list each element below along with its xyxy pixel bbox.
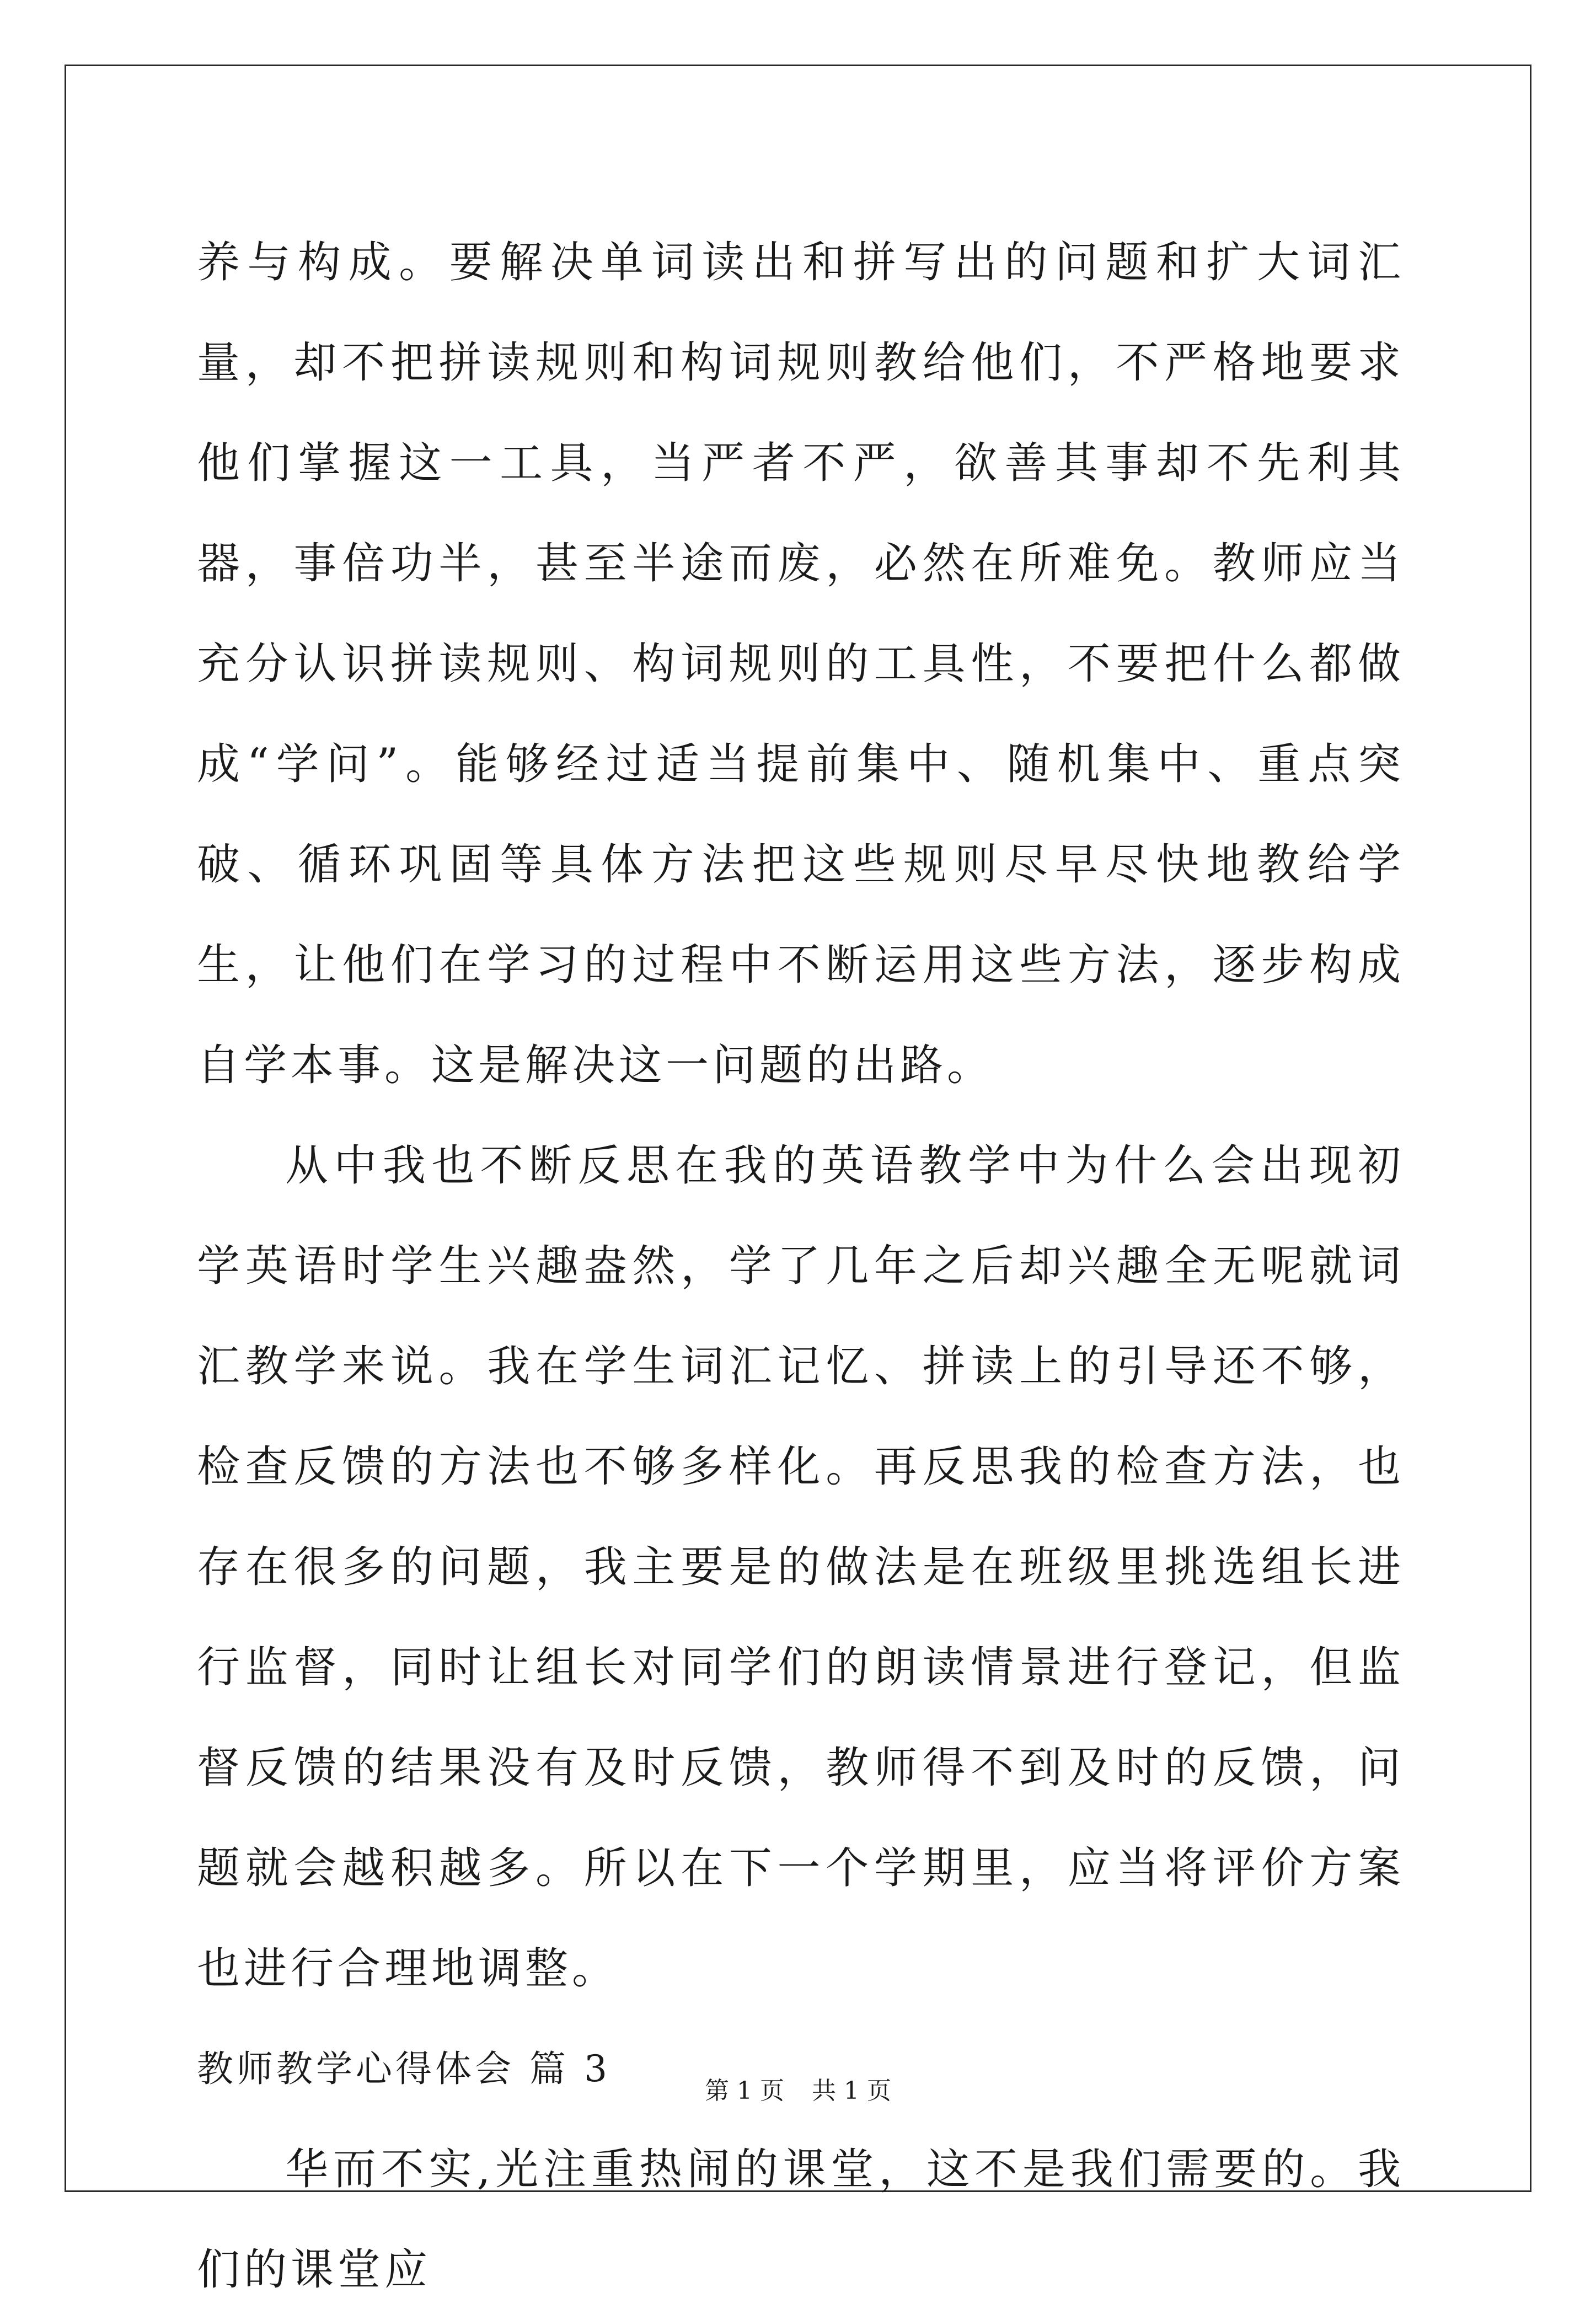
paragraph-3: 华而不实,光注重热闹的课堂，这不是我们需要的。我们的课堂应 <box>197 2145 1405 2295</box>
section-heading: 教师教学心得体会 篇 3 <box>197 2048 610 2090</box>
paragraph-2: 从中我也不断反思在我的英语教学中为什么会出现初学英语时学生兴趣盎然，学了几年之后却兴趣全无呢就词汇教学来说。我在学生词汇记忆、拼读上的引导还不够，检查反馈的方法也不够多样化。再反思我的检查方法，也存在很多的问题，我主要是的做法是在班级里挑选组长进行监督，同时让组长对同学们的朗读情景进行登记，但监督反馈的结果没有及时反馈，教师得不到及时的反馈，问题就会越积越多。所以在下一个学期里，应当将评价方案也进行合理地调整。 <box>197 1141 1405 1994</box>
page-footer <box>0 2071 1596 2106</box>
total-pages: 共 1 页 <box>812 2077 891 2105</box>
paragraph-1: 养与构成。要解决单词读出和拼写出的问题和扩大词汇量，却不把拼读规则和构词规则教给他们，不严格地要求他们掌握这一工具，当严者不严，欲善其事却不先利其器，事倍功半，甚至半途而废，必然在所难免。教师应当充分认识拼读规则、构词规则的工具性，不要把什么都做成“学问”。能够经过适当提前集中、随机集中、重点突破、循环巩固等具体方法把这些规则尽早尽快地教给学生，让他们在学习的过程中不断运用这些方法，逐步构成自学本事。这是解决这一问题的出路。 <box>197 238 1405 1090</box>
document-body <box>197 212 1405 2320</box>
page-number: 第 1 页 <box>705 2077 784 2105</box>
